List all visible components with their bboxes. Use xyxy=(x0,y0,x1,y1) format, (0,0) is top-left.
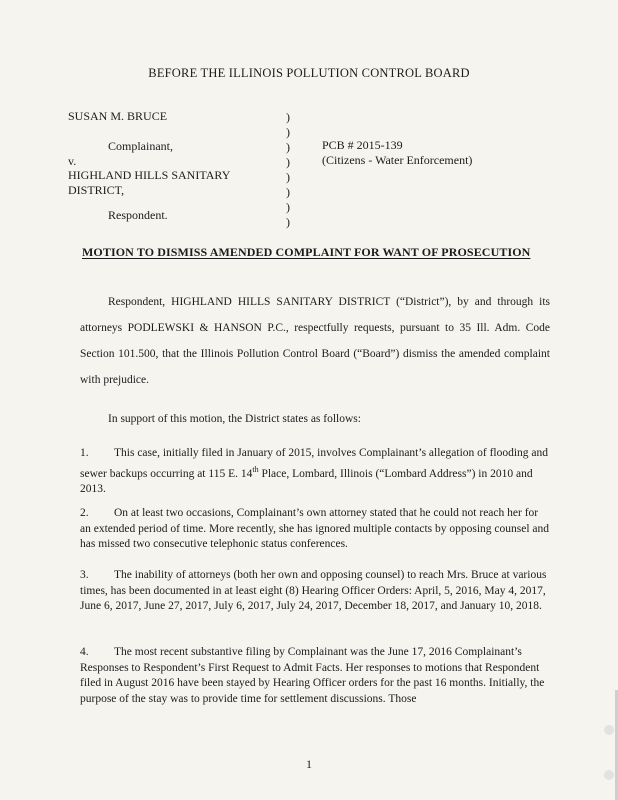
respondent-role: Respondent. xyxy=(108,208,168,222)
paren: ) xyxy=(286,170,290,184)
case-number: PCB # 2015-139 xyxy=(322,138,403,152)
punch-hole-mark xyxy=(604,725,614,735)
paragraph-4 xyxy=(80,645,550,707)
paragraph-number: 3. xyxy=(80,569,89,581)
case-type: (Citizens - Water Enforcement) xyxy=(322,153,473,167)
paragraph-number: 4. xyxy=(80,646,89,658)
intro-paragraph: Respondent, HIGHLAND HILLS SANITARY DISTRICT (“District”), by and through its attorneys PODLEWSKI & HANSON P.C., respectfully requests, pursuant to 35 Ill. Adm. Code Section 101.500, that the Illinois Pollution Control Board (“Board”) dismiss the amended complaint with prejudice. xyxy=(80,296,550,386)
paragraph-text: The inability of attorneys (both her own and opposing counsel) to reach Mrs. Bruce at various times, has been documented in at least eight (8) Hearing Officer Orders: April, 5, 2016, May 4, 2017, June 6, 2017, June 27, 2017, July 6, 2017, July 24, 2017, December 18, 2017, and January 10, 2018. xyxy=(80,569,547,612)
complainant-role: Complainant, xyxy=(108,139,173,153)
paragraph-number: 2. xyxy=(80,507,89,519)
paragraph-text: On at least two occasions, Complainant’s own attorney stated that he could not reach her for an extended period of time. More recently, she has ignored multiple contacts by opposing counsel and has missed two consecutive telephonic status conferences. xyxy=(80,507,550,550)
board-heading: BEFORE THE ILLINOIS POLLUTION CONTROL BOARD xyxy=(148,66,470,80)
paren: ) xyxy=(286,140,290,154)
paren: ) xyxy=(286,110,290,124)
paren: ) xyxy=(286,215,290,229)
paragraph-text: The most recent substantive filing by Complainant was the June 17, 2016 Complainant’s Responses to Respondent’s First Request to Admit Facts. Her responses to motions that Respondent filed in August 2016 have been stayed by Hearing Officer orders for the past 16 months. Initially, the purpose of the stay was to provide time for settlement discussions. Those xyxy=(80,646,545,705)
ordinal-suffix: th xyxy=(252,464,259,474)
respondent-name-line2: DISTRICT, xyxy=(68,183,125,197)
paragraph-1 xyxy=(80,446,550,497)
punch-hole-mark xyxy=(604,770,614,780)
paren: ) xyxy=(286,125,290,139)
versus-label: v. xyxy=(68,154,77,168)
support-statement: In support of this motion, the District states as follows: xyxy=(108,413,361,425)
paragraph-3 xyxy=(80,568,550,615)
paragraph-text: Place, Lombard, Illinois (“Lombard Address”) in 2010 and 2013. xyxy=(80,467,533,495)
respondent-name-line1: HIGHLAND HILLS SANITARY xyxy=(68,168,231,182)
motion-title: MOTION TO DISMISS AMENDED COMPLAINT FOR WANT OF PROSECUTION xyxy=(82,245,531,259)
paren: ) xyxy=(286,155,290,169)
paren: ) xyxy=(286,185,290,199)
paragraph-number: 1. xyxy=(80,447,89,459)
paragraph-text: This case, initially filed in January of 2015, involves Complainant’s allegation of flooding and sewer backups occurring at 115 E. 14 xyxy=(80,447,549,480)
paren: ) xyxy=(286,200,290,214)
paragraph-2 xyxy=(80,506,550,553)
caption-divider xyxy=(286,110,290,230)
complainant-name: SUSAN M. BRUCE xyxy=(68,109,168,123)
page-number: 1 xyxy=(306,757,312,771)
